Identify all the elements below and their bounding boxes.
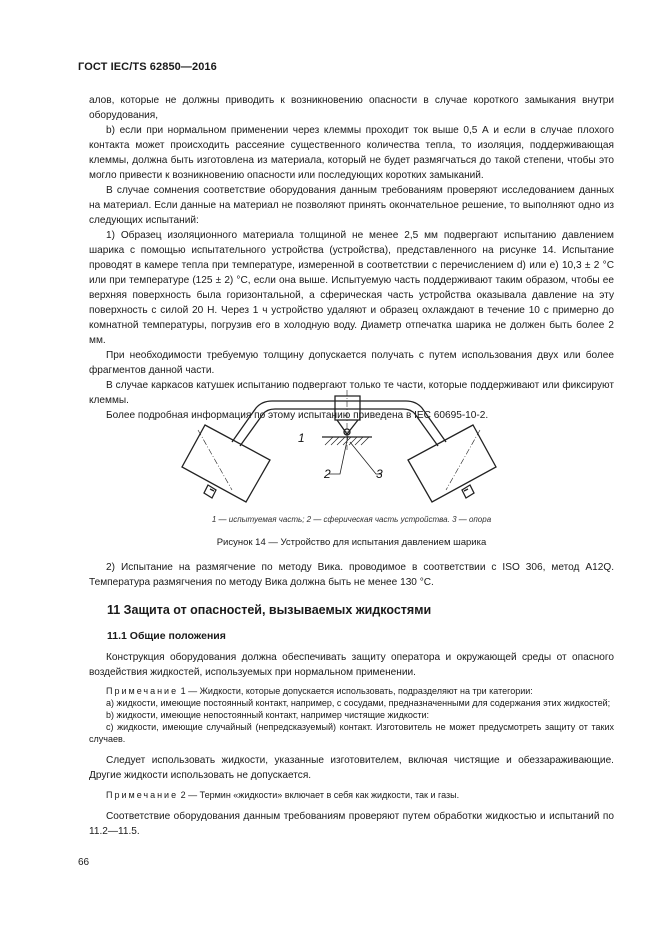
page-number: 66 [78, 857, 90, 868]
note-1-item-c: с) жидкости, имеющие случайный (непредсказуемый) контакт. Изготовитель не может предусмотреть защиту от таких случаев. [89, 722, 614, 744]
paragraph-1: алов, которые не должны приводить к возникновению опасности в случае короткого замыкания внутри оборудования, [89, 95, 614, 121]
paragraph-5: При необходимости требуемую толщину допускается получать с путем использования двух или более фрагментов данной части. [89, 350, 614, 376]
note-1 [89, 685, 614, 697]
figure-legend: 1 — испытуемая часть; 2 — сферическая часть устройства. 3 — опора [211, 515, 492, 524]
text-block-vicat [89, 560, 614, 590]
paragraph-7: Более подробная информация по этому испытанию приведена в IEC 60695-10-2. [106, 410, 489, 421]
note-2 [89, 789, 614, 801]
paragraph-4: 1) Образец изоляционного материала толщиной не менее 2,5 мм подвергают испытанию давлением шарика с помощью испытательного устройства (устройства), представленного на рисунке 14. Испытание проводят в камере тепла при температуре, измеренной в соответствии с перечислением d) или е) 10,3 ± 2 °С или при температуре (125 ± 2) °С, если она выше. Испытуемую часть поддерживают таким образом, чтобы ее верхняя поверхность была горизонтальной, а сферическая часть устройства оказывала давление на эту поверхность с силой 20 Н. Через 1 ч устройство удаляют и образец охлаждают в течение 10 с примерно до комнатной температуры, погрузив его в холодную воду. Диаметр отпечатка шарика не должен быть более 2 мм. [89, 230, 614, 346]
paragraph-2: b) если при нормальном применении через клеммы проходит ток выше 0,5 А и если в случае плохого контакта может происходить рассеяние существенного количества тепла, то изоляция, поддерживающая клеммы, должна быть изготовлена из материала, который не будет размягчаться до такой степени, чтобы это могло привести к возникновению опасности или последующих коротких замыканий. [89, 125, 614, 181]
note-2-text: 2 — Термин «жидкости» включает в себя как жидкости, так и газы. [178, 790, 460, 800]
ball-pressure-apparatus-figure [170, 390, 510, 515]
paragraph-6: В случае каркасов катушек испытанию подвергают только те части, которые поддерживают или фиксируют клеммы. [89, 380, 614, 406]
text-block-top [89, 93, 614, 423]
document-header: ГОСТ IEC/TS 62850—2016 [78, 61, 217, 73]
figure-label-3: 3 [376, 467, 383, 481]
subsection-heading: 11.1 Общие положения [107, 630, 226, 642]
paragraph-10: Следует использовать жидкости, указанные изготовителем, включая чистящие и обеззараживающие. Другие жидкости использовать не допускается. [89, 755, 614, 781]
figure-label-1: 1 [298, 431, 305, 445]
note-2-label: Примечание [106, 790, 179, 800]
note-1-text: 1 — Жидкости, которые допускается использовать, подразделяют на три категории: [178, 686, 533, 696]
section-heading: 11 Защита от опасностей, вызываемых жидкостями [107, 603, 432, 617]
paragraph-11: Соответствие оборудования данным требованиям проверяют путем обработки жидкостью и испытаний по 11.2—11.5. [89, 811, 614, 837]
paragraph-8: 2) Испытание на размягчение по методу Вика. проводимое в соответствии с ISO 306, метод А12Q. Температура размягчения по методу Вика должна быть не менее 130 °С. [89, 562, 614, 588]
paragraph-3: В случае сомнения соответствие оборудования данным требованиям проверяют исследованием данных на материал. Если данные на материал не позволяют принять окончательное решение, то выполняют одно из следующих испытаний: [89, 185, 614, 226]
figure-label-2: 2 [324, 467, 331, 481]
paragraph-9: Конструкция оборудования должна обеспечивать защиту оператора и окружающей среды от опасного воздействия жидкостей, используемых при нормальном применении. [89, 652, 614, 678]
note-1-item-b: b) жидкости, имеющие непостоянный контакт, например чистящие жидкости: [106, 710, 430, 720]
note-1-item-a: а) жидкости, имеющие постоянный контакт, например, с сосудами, предназначенными для содержания этих жидкостей; [106, 698, 611, 708]
figure-caption: Рисунок 14 — Устройство для испытания давлением шарика [216, 537, 487, 548]
note-1-label: Примечание [106, 686, 179, 696]
text-block-section [89, 650, 614, 839]
